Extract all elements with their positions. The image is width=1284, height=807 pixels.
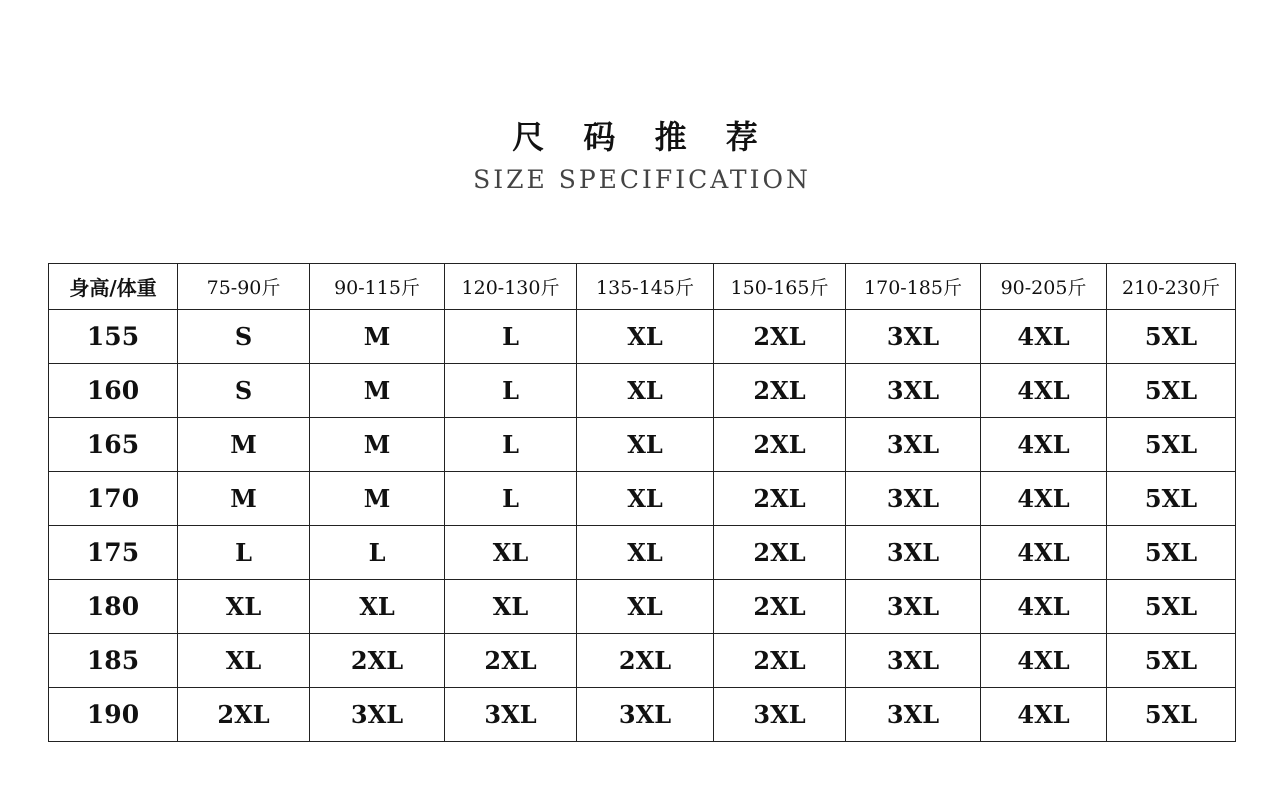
table-row <box>49 634 1236 688</box>
size-cell: 4XL <box>981 310 1107 364</box>
size-table <box>48 263 1236 742</box>
table-row <box>49 364 1236 418</box>
weight-header: 75-90斤 <box>178 264 310 310</box>
size-cell: 3XL <box>846 688 981 742</box>
size-cell: L <box>445 418 577 472</box>
size-cell: L <box>445 472 577 526</box>
table-row <box>49 418 1236 472</box>
size-cell: XL <box>577 418 714 472</box>
size-cell: L <box>445 310 577 364</box>
weight-header: 120-130斤 <box>445 264 577 310</box>
size-cell: 2XL <box>714 472 846 526</box>
size-cell: 2XL <box>714 634 846 688</box>
size-cell: 5XL <box>1107 580 1236 634</box>
size-cell: XL <box>577 310 714 364</box>
table-row <box>49 472 1236 526</box>
height-cell: 175 <box>49 526 178 580</box>
size-cell: 5XL <box>1107 688 1236 742</box>
size-cell: XL <box>445 580 577 634</box>
size-cell: 3XL <box>846 526 981 580</box>
size-cell: XL <box>577 364 714 418</box>
size-cell: M <box>178 472 310 526</box>
table-row <box>49 526 1236 580</box>
size-cell: 4XL <box>981 580 1107 634</box>
height-cell: 170 <box>49 472 178 526</box>
size-cell: 2XL <box>714 580 846 634</box>
page-title: 尺 码 推 荐 <box>512 118 772 156</box>
size-cell: 3XL <box>846 310 981 364</box>
size-cell: 2XL <box>445 634 577 688</box>
size-cell: 4XL <box>981 472 1107 526</box>
size-cell: L <box>310 526 445 580</box>
size-cell: M <box>310 472 445 526</box>
size-cell: 3XL <box>846 472 981 526</box>
size-cell: 4XL <box>981 526 1107 580</box>
size-cell: 3XL <box>310 688 445 742</box>
size-cell: XL <box>445 526 577 580</box>
size-cell: 3XL <box>445 688 577 742</box>
size-cell: XL <box>178 580 310 634</box>
weight-header: 90-115斤 <box>310 264 445 310</box>
size-cell: 4XL <box>981 634 1107 688</box>
size-cell: 5XL <box>1107 634 1236 688</box>
height-cell: 165 <box>49 418 178 472</box>
size-cell: 5XL <box>1107 310 1236 364</box>
size-cell: 2XL <box>714 526 846 580</box>
height-cell: 185 <box>49 634 178 688</box>
height-cell: 190 <box>49 688 178 742</box>
height-cell: 155 <box>49 310 178 364</box>
header-row <box>49 264 1236 310</box>
size-cell: XL <box>577 472 714 526</box>
size-cell: 4XL <box>981 364 1107 418</box>
size-cell: 3XL <box>846 634 981 688</box>
height-cell: 160 <box>49 364 178 418</box>
size-cell: XL <box>310 580 445 634</box>
size-cell: 5XL <box>1107 472 1236 526</box>
size-cell: L <box>178 526 310 580</box>
weight-header: 150-165斤 <box>714 264 846 310</box>
size-cell: 3XL <box>846 364 981 418</box>
size-cell: 3XL <box>714 688 846 742</box>
size-cell: L <box>445 364 577 418</box>
size-cell: 5XL <box>1107 418 1236 472</box>
size-cell: 3XL <box>846 580 981 634</box>
page-subtitle: SIZE SPECIFICATION <box>473 165 811 194</box>
size-cell: 2XL <box>714 364 846 418</box>
table-row <box>49 310 1236 364</box>
weight-header: 90-205斤 <box>981 264 1107 310</box>
size-cell: XL <box>577 580 714 634</box>
size-cell: M <box>310 310 445 364</box>
size-cell: 3XL <box>577 688 714 742</box>
size-cell: S <box>178 364 310 418</box>
table-row <box>49 580 1236 634</box>
size-cell: 2XL <box>577 634 714 688</box>
size-cell: 2XL <box>714 310 846 364</box>
size-cell: 2XL <box>310 634 445 688</box>
size-cell: 3XL <box>846 418 981 472</box>
size-cell: XL <box>577 526 714 580</box>
size-cell: 5XL <box>1107 364 1236 418</box>
weight-header: 135-145斤 <box>577 264 714 310</box>
size-cell: 4XL <box>981 688 1107 742</box>
size-cell: 2XL <box>178 688 310 742</box>
weight-header: 210-230斤 <box>1107 264 1236 310</box>
size-cell: 5XL <box>1107 526 1236 580</box>
size-cell: M <box>178 418 310 472</box>
height-cell: 180 <box>49 580 178 634</box>
size-cell: 2XL <box>714 418 846 472</box>
size-cell: M <box>310 364 445 418</box>
table-row <box>49 688 1236 742</box>
size-cell: M <box>310 418 445 472</box>
weight-header: 170-185斤 <box>846 264 981 310</box>
size-cell: S <box>178 310 310 364</box>
size-cell: XL <box>178 634 310 688</box>
corner-header: 身高/体重 <box>49 264 178 310</box>
size-cell: 4XL <box>981 418 1107 472</box>
